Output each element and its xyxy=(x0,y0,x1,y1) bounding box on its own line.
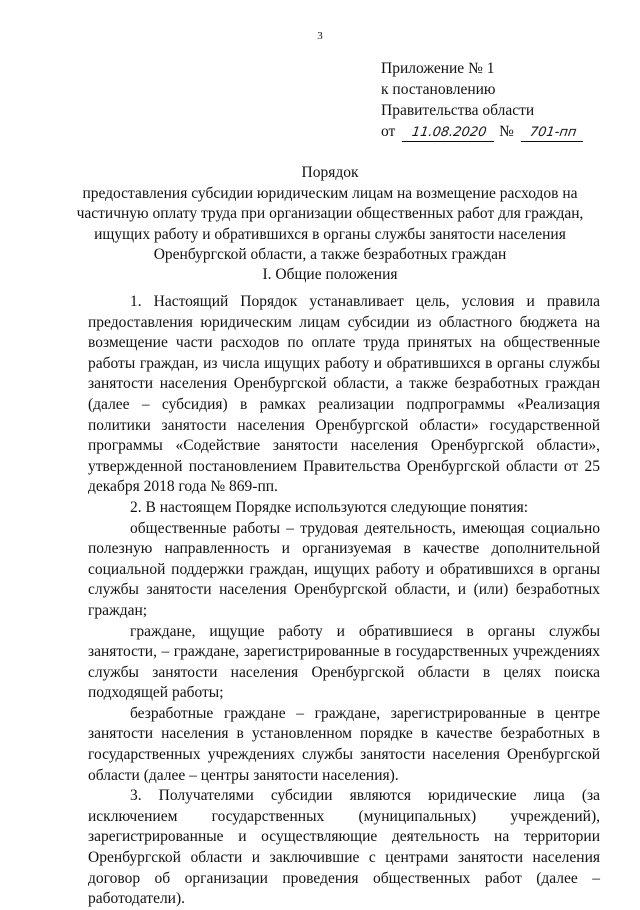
paragraph: безработные граждане – граждане, зарегистрированные в центре занятости населения в установленном порядке в качестве безработных в государственных учреждениях службы занятости населения Оренбургской области (далее – центры занятости населения). xyxy=(88,704,600,784)
paragraph: граждане, ищущие работу и обратившиеся в органы службы занятости, – граждане, зарегистрированные в государственных учреждениях службы занятости населения Оренбургской области в целях поиска подходящей работы; xyxy=(88,622,600,702)
appendix-line-2: к постановлению xyxy=(381,81,496,98)
paragraph: общественные работы – трудовая деятельность, имеющая социально полезную направленность и организуемая в качестве дополнительной социальной поддержки граждан, ищущих работу и обратившихся в органы службы занятости населения Оренбургской области, и (или) безработных граждан; xyxy=(88,519,600,619)
appendix-block xyxy=(381,58,584,142)
title-line-2: частичную оплату труда при организации общественных работ для граждан, xyxy=(76,205,584,222)
from-label: от xyxy=(381,123,396,140)
paragraph: 1. Настоящий Порядок устанавливает цель, условия и правила предоставления юридическим лицам субсидии из областного бюджета на возмещение части расходов по оплате труда принятых на общественные работы граждан, из числа ищущих работу и обратившихся в органы службы занятости населения Оренбургской области, а также безработных граждан (далее – субсидия) в рамках реализации подпрограммы «Реализация политики занятости населения Оренбургской области» государственной программы «Содействие занятости населения Оренбургской области», утвержденной постановлением Правительства Оренбургской области от 25 декабря 2018 года № 869-пп. xyxy=(88,293,600,496)
handwritten-number: 701-пп xyxy=(521,125,585,142)
appendix-line-3: Правительства области xyxy=(381,102,535,119)
paragraph: 2. В настоящем Порядке используются следующие понятия: xyxy=(130,498,529,516)
appendix-line-1: Приложение № 1 xyxy=(381,60,495,77)
title-heading: Порядок xyxy=(301,164,359,181)
appendix-date-line xyxy=(381,121,584,142)
title-line-1: предоставления субсидии юридическим лицам на возмещение расходов на xyxy=(82,184,578,202)
document-title xyxy=(60,163,600,266)
section-heading: I. Общие положения xyxy=(262,266,398,283)
number-label: № xyxy=(499,123,514,140)
document-body xyxy=(88,292,600,910)
page-number: 3 xyxy=(317,30,323,42)
title-line-3: ищущих работу и обратившихся в органы службы занятости населения xyxy=(94,225,566,243)
paragraph: 3. Получателями субсидии являются юридические лица (за исключением государственных (муниципальных) учреждений), зарегистрированные и осуществляющие деятельность на территории Оренбургской области и заключившие с центрами занятости населения договор об организации проведения общественных работ (далее – работодатели). xyxy=(88,787,600,908)
title-line-4: Оренбургской области, а также безработных граждан xyxy=(153,246,507,263)
handwritten-date: 11.08.2020 xyxy=(402,125,496,142)
